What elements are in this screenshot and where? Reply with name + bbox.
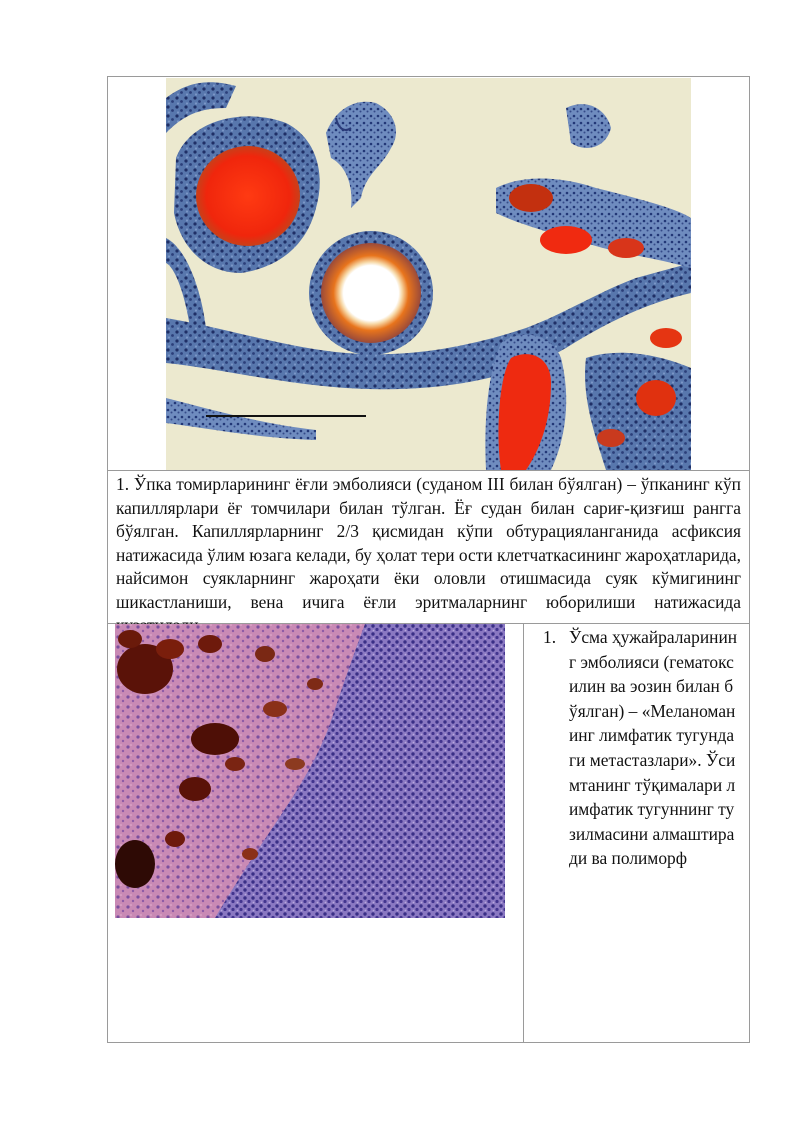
melanoma-metastasis-micrograph <box>115 624 505 918</box>
lung-fat-embolism-micrograph <box>166 78 691 470</box>
figure-2-caption <box>543 625 749 871</box>
figure-1-image-cell <box>108 77 749 471</box>
figure-1-caption-text: Ўпка томирларининг ёғли эмболияси (суданом III билан бўялган) – ўпканинг кўп капиллярлари ёғ томчилари билан тўлган. Ёғ судан билан сариғ-қизғиш рангга бўялган. Капиллярларнинг 2/3 қисмидан кўпи обтурацияланганида асфиксия натижасида ўлим юзага келади, бу ҳолат тери ости клетчаткасининг жароҳатларида, найсимон суякларнинг жароҳати ёки оловли отишмасида суяк кўмигининг шикастланиши, вена ичига ёғли эритмаларнинг юборилиши натижасида <box>116 474 741 612</box>
figure-2-caption-text: Ўсма ҳужайраларининг эмболияси (гематоксилин ва эозин билан бўялган) – «Меланоманинг лимфатик тугундаги метастазлари». Ўсимтанинг тўқималари лимфатик тугуннинг тузилмасини алмаштиради ва полиморф <box>569 627 738 869</box>
figure-1-caption-cell <box>108 470 749 624</box>
figure-2-caption-item <box>543 625 749 871</box>
figure-2-row <box>108 623 749 1042</box>
column-divider <box>523 623 524 1042</box>
figure-1-caption-number: 1. <box>116 474 130 494</box>
document-table <box>107 76 750 1043</box>
figure-2-caption-number: 1. <box>543 627 557 647</box>
figure-1-caption <box>116 473 741 638</box>
